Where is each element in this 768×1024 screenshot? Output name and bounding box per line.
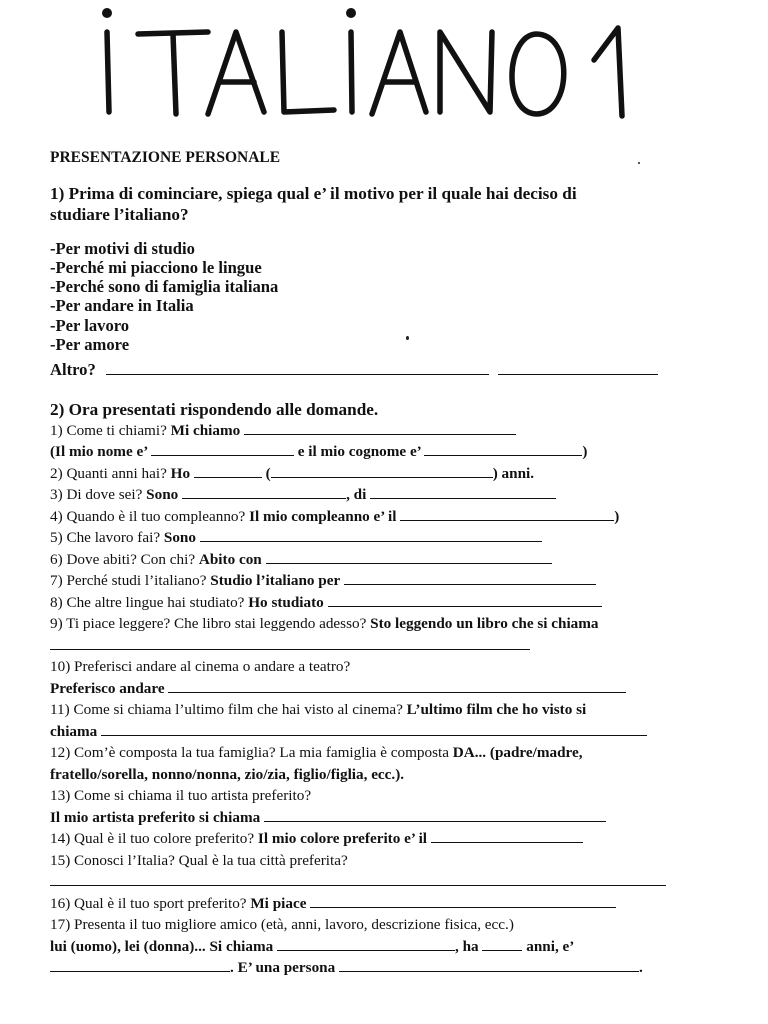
answer-prompt: , di bbox=[346, 486, 367, 504]
country-blank[interactable] bbox=[182, 486, 346, 499]
birthday-blank[interactable] bbox=[400, 508, 614, 521]
answer-prompt: Ho studiato bbox=[248, 593, 324, 611]
answer-prompt: . E’ una persona bbox=[230, 959, 336, 977]
answer-prompt: Sto leggendo un libro che si chiama bbox=[370, 615, 599, 633]
q2-item-10 bbox=[50, 656, 740, 678]
q2-item-11-answer bbox=[50, 721, 740, 743]
preference-blank[interactable] bbox=[168, 680, 626, 693]
age-number-blank[interactable] bbox=[194, 465, 262, 478]
q2-item-3 bbox=[50, 484, 740, 506]
q2-item-9-rule bbox=[50, 635, 740, 657]
friend-description-blank[interactable] bbox=[50, 959, 230, 972]
answer-prompt: , ha bbox=[455, 937, 479, 955]
friend-personality-blank[interactable] bbox=[339, 959, 639, 972]
answer-prompt: ) anni. bbox=[492, 464, 535, 482]
q2-item-17-answer-a bbox=[50, 936, 740, 958]
question-2-heading: 2) Ora presentati rispondendo alle domande. bbox=[50, 399, 379, 419]
answer-prompt: Mi chiamo bbox=[170, 421, 241, 439]
answer-prompt: Sono bbox=[146, 486, 179, 504]
answer-prompt: Ho bbox=[170, 464, 191, 482]
q2-item-7 bbox=[50, 570, 740, 592]
artist-blank[interactable] bbox=[264, 809, 606, 822]
q2-item-4 bbox=[50, 506, 740, 528]
question-text: 12) Com’è composta la tua famiglia? La mia famiglia è composta bbox=[50, 744, 453, 762]
question-text: 5) Che lavoro fai? bbox=[50, 529, 164, 547]
sport-blank[interactable] bbox=[310, 895, 616, 908]
title-lettering bbox=[96, 4, 656, 120]
q2-item-15-rule bbox=[50, 871, 740, 893]
scan-speck bbox=[406, 336, 409, 340]
question-text: 14) Qual è il tuo colore preferito? bbox=[50, 830, 258, 848]
q2-item-12-b bbox=[50, 764, 740, 786]
answer-prompt: anni, e’ bbox=[526, 937, 575, 955]
answer-prompt: fratello/sorella, nonno/nonna, zio/zia, figlio/figlia, ecc.). bbox=[50, 765, 405, 783]
first-name-blank[interactable] bbox=[151, 443, 294, 456]
friend-age-blank[interactable] bbox=[482, 938, 522, 951]
answer-prompt: chiama bbox=[50, 722, 98, 740]
q2-item-14 bbox=[50, 828, 740, 850]
study-reason-blank[interactable] bbox=[344, 572, 596, 585]
question-text: 17) Presenta il tuo migliore amico (età, anni, lavoro, descrizione fisica, ecc.) bbox=[50, 916, 514, 934]
question-text: 6) Dove abiti? Con chi? bbox=[50, 550, 199, 568]
q2-item-2 bbox=[50, 463, 740, 485]
city-preference-blank[interactable] bbox=[50, 873, 666, 886]
friend-name-blank[interactable] bbox=[277, 938, 455, 951]
q2-item-16 bbox=[50, 893, 740, 915]
q2-item-8 bbox=[50, 592, 740, 614]
question-text: 3) Di dove sei? bbox=[50, 486, 147, 504]
question-text: 13) Come si chiama il tuo artista preferito? bbox=[50, 787, 312, 805]
altro-label: Altro? bbox=[50, 360, 96, 380]
question-text: 10) Preferisci andare al cinema o andare a teatro? bbox=[50, 658, 351, 676]
answer-prompt: L’ultimo film che ho visto si bbox=[406, 701, 587, 719]
q2-item-13-answer bbox=[50, 807, 740, 829]
q2-item-5 bbox=[50, 527, 740, 549]
question-text: 9) Ti piace leggere? Che libro stai leggendo adesso? bbox=[50, 615, 371, 633]
scan-speck bbox=[638, 162, 640, 164]
worksheet-content bbox=[50, 147, 740, 979]
question-1-line-a: 1) Prima di cominciare, spiega qual e’ il motivo per il quale hai deciso di bbox=[50, 183, 577, 203]
altro-blank-2[interactable] bbox=[498, 362, 658, 375]
answer-prompt: (Il mio nome e’ bbox=[50, 443, 148, 461]
question-text: 15) Conosci l’Italia? Qual è la tua città preferita? bbox=[50, 851, 348, 869]
option-item: -Per lavoro bbox=[50, 315, 130, 335]
city-blank[interactable] bbox=[370, 486, 556, 499]
section-heading: PRESENTAZIONE PERSONALE bbox=[50, 149, 281, 166]
answer-prompt: e il mio cognome e’ bbox=[297, 443, 421, 461]
job-blank[interactable] bbox=[200, 529, 542, 542]
q2-item-15 bbox=[50, 850, 740, 872]
question-text: 8) Che altre lingue hai studiato? bbox=[50, 593, 249, 611]
bracket: ) bbox=[582, 443, 588, 461]
answer-prompt: Il mio colore preferito e’ il bbox=[257, 830, 428, 848]
q2-item-17-answer-b bbox=[50, 957, 740, 979]
film-title-blank[interactable] bbox=[101, 723, 647, 736]
surname-blank[interactable] bbox=[424, 443, 582, 456]
q2-item-13 bbox=[50, 785, 740, 807]
answer-prompt: Preferisco andare bbox=[50, 679, 165, 697]
answer-prompt: DA... (padre/madre, bbox=[452, 744, 583, 762]
option-item: -Per amore bbox=[50, 334, 130, 354]
question-text: 4) Quando è il tuo compleanno? bbox=[50, 507, 250, 525]
q2-item-1b bbox=[50, 441, 740, 463]
q2-item-10-answer bbox=[50, 678, 740, 700]
q2-item-17 bbox=[50, 914, 740, 936]
question-text: 2) Quanti anni hai? bbox=[50, 464, 171, 482]
option-item: -Per motivi di studio bbox=[50, 238, 195, 258]
languages-blank[interactable] bbox=[328, 594, 602, 607]
option-item: -Per andare in Italia bbox=[50, 296, 194, 316]
bracket: ) bbox=[614, 507, 620, 525]
bracket: ( bbox=[265, 464, 271, 482]
answer-prompt: Il mio compleanno e’ il bbox=[249, 507, 397, 525]
age-words-blank[interactable] bbox=[271, 465, 493, 478]
motivation-options bbox=[50, 239, 740, 355]
answer-prompt: Mi piace bbox=[250, 894, 307, 912]
period: . bbox=[639, 959, 643, 977]
handwritten-title bbox=[96, 4, 656, 120]
question-1-line-b: studiare l’italiano? bbox=[50, 204, 189, 224]
book-title-blank[interactable] bbox=[50, 637, 530, 650]
answer-prompt: Abito con bbox=[198, 550, 262, 568]
option-item: -Perché sono di famiglia italiana bbox=[50, 277, 279, 297]
colour-blank[interactable] bbox=[431, 830, 583, 843]
q2-item-9 bbox=[50, 613, 740, 635]
q2-item-6 bbox=[50, 549, 740, 571]
answer-prompt: Studio l’italiano per bbox=[210, 572, 341, 590]
lives-with-blank[interactable] bbox=[266, 551, 552, 564]
answer-prompt: lui (uomo), lei (donna)... Si chiama bbox=[50, 937, 274, 955]
q2-item-12 bbox=[50, 742, 740, 764]
altro-row bbox=[50, 359, 740, 381]
answer-prompt: Il mio artista preferito si chiama bbox=[50, 808, 261, 826]
answer-blank[interactable] bbox=[244, 422, 516, 435]
question-text: 11) Come si chiama l’ultimo film che hai visto al cinema? bbox=[50, 701, 407, 719]
altro-blank-1[interactable] bbox=[106, 362, 489, 375]
question-text: 16) Qual è il tuo sport preferito? bbox=[50, 894, 251, 912]
q2-item-1 bbox=[50, 420, 740, 442]
option-item: -Perché mi piacciono le lingue bbox=[50, 257, 262, 277]
question-text: 7) Perché studi l’italiano? bbox=[50, 572, 211, 590]
q2-item-11 bbox=[50, 699, 740, 721]
answer-prompt: Sono bbox=[163, 529, 196, 547]
question-text: 1) Come ti chiami? bbox=[50, 421, 171, 439]
